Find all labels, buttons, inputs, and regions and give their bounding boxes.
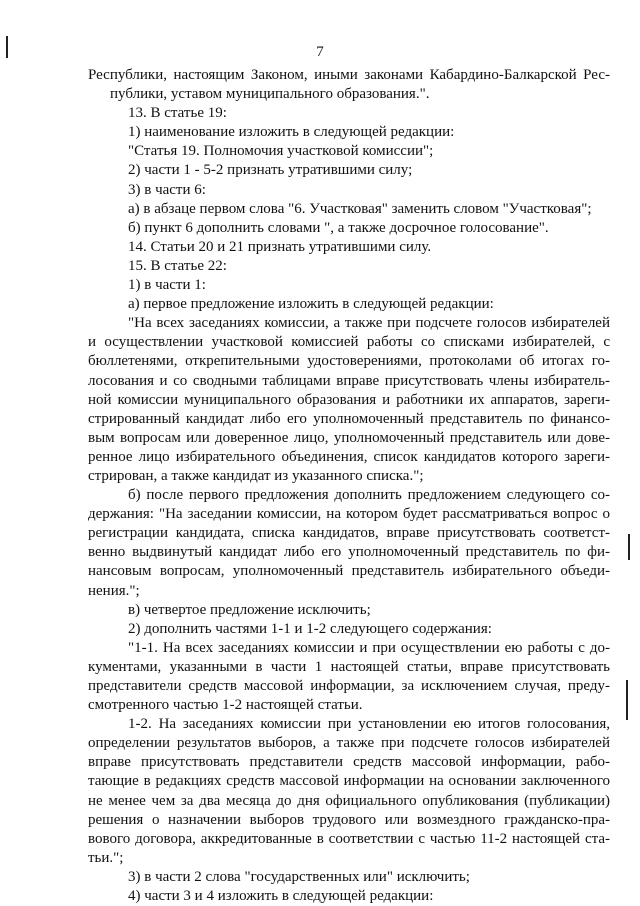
text-line: 1) в части 1:	[128, 277, 206, 294]
text-line: представители средств массовой информации, за исключением случая, преду-	[88, 678, 610, 694]
text-line: 1) наименование изложить в следующей редакции:	[128, 124, 455, 141]
text-line: вправе присутствовать представители средств массовой информации, рабо-	[88, 754, 610, 771]
document-body	[88, 66, 610, 906]
text-line: 15. В статье 22:	[128, 257, 227, 274]
text-line: "Статья 19. Полномочия участковой комиссии";	[128, 143, 434, 160]
text-line: 2) части 1 - 5-2 признать утратившими силу;	[128, 162, 413, 179]
text-line: б) после первого предложения дополнить предложением следующего со-	[128, 487, 610, 504]
text-line: не менее чем за два месяца до дня официального опубликования (публикации)	[88, 792, 610, 809]
page-number: 7	[316, 44, 324, 60]
text-line: смотренного частью 1-2 настоящей статьи.	[88, 697, 363, 714]
text-line: регистрации кандидата, списка кандидатов, вправе присутствовать соответст-	[88, 525, 610, 542]
text-line: 14. Статьи 20 и 21 признать утратившими силу.	[128, 238, 432, 255]
text-line: в) четвертое предложение исключить;	[128, 601, 371, 618]
text-line: а) в абзаце первом слова "6. Участковая" заменить словом "Участковая";	[128, 200, 592, 217]
text-line: вым вопросам или доверенное лицо, уполномоченный представитель или дове-	[88, 429, 610, 446]
text-line: стрирован, а также кандидат из указанного списка.";	[88, 467, 424, 484]
text-line: нения.";	[88, 582, 140, 599]
text-line: ной комиссии муниципального образования и работники их аппаратов, зареги-	[88, 391, 610, 408]
text-line: бюллетенями, открепительными удостоверениями, протоколами об итогах го-	[88, 353, 610, 370]
text-line: 3) в части 6:	[128, 181, 206, 198]
margin-mark-right-1	[628, 534, 630, 560]
text-line: тьи.";	[88, 849, 124, 866]
text-line: а) первое предложение изложить в следующей редакции:	[128, 296, 494, 313]
margin-mark-right-2	[626, 680, 628, 720]
text-line: лосования и со сводными таблицами вправе присутствовать члены избиратель-	[88, 372, 610, 389]
text-line: кументами, указанными в части 1 настоящей статьи, вправе присутствовать	[88, 658, 610, 675]
text-line: Республики, настоящим Законом, иными законами Кабардино-Балкарской Рес-	[88, 67, 610, 83]
text-line: тающие в редакциях средств массовой информации на основании заключенного	[88, 773, 610, 790]
text-line: венно выдвинутый кандидат либо его уполномоченный представитель по фи-	[88, 544, 610, 561]
text-line: и осуществлении участковой комиссией работы со списками избирателей, с	[88, 334, 610, 351]
text-line: 1-2. На заседаниях комиссии при установлении ею итогов голосования,	[128, 716, 610, 733]
text-line: стрированный кандидат либо его уполномоченный представитель по финансо-	[88, 410, 610, 427]
text-line: "На всех заседаниях комиссии, а также при подсчете голосов избирателей	[128, 315, 610, 332]
text-line: "1-1. На всех заседаниях комиссии и при осуществлении ею работы с до-	[128, 639, 610, 656]
text-line: ренное лицо избирательного объединения, список кандидатов которого зареги-	[88, 448, 610, 465]
text-line: вового договора, аккредитованные в соответствии с частью 11-2 настоящей ста-	[88, 830, 610, 847]
text-line: 3) в части 2 слова "государственных или" исключить;	[128, 868, 470, 885]
text-line: публики, уставом муниципального образования.".	[110, 86, 430, 103]
text-line: нансовым вопросам, уполномоченный представитель избирательного объеди-	[88, 563, 610, 580]
text-line: 4) части 3 и 4 изложить в следующей редакции:	[128, 888, 434, 905]
text-line: 13. В статье 19:	[128, 105, 227, 122]
text-line: решения о назначении выборов трудового или возмездного гражданско-пра-	[88, 811, 610, 828]
text-line: определении результатов выборов, а также при подсчете голосов избирателей	[88, 735, 610, 752]
text-line: держания: "На заседании комиссии, на котором будет рассматриваться вопрос о	[88, 506, 610, 523]
text-line: б) пункт 6 дополнить словами ", а также досрочное голосование".	[128, 219, 549, 236]
text-line: 2) дополнить частями 1-1 и 1-2 следующего содержания:	[128, 620, 492, 637]
